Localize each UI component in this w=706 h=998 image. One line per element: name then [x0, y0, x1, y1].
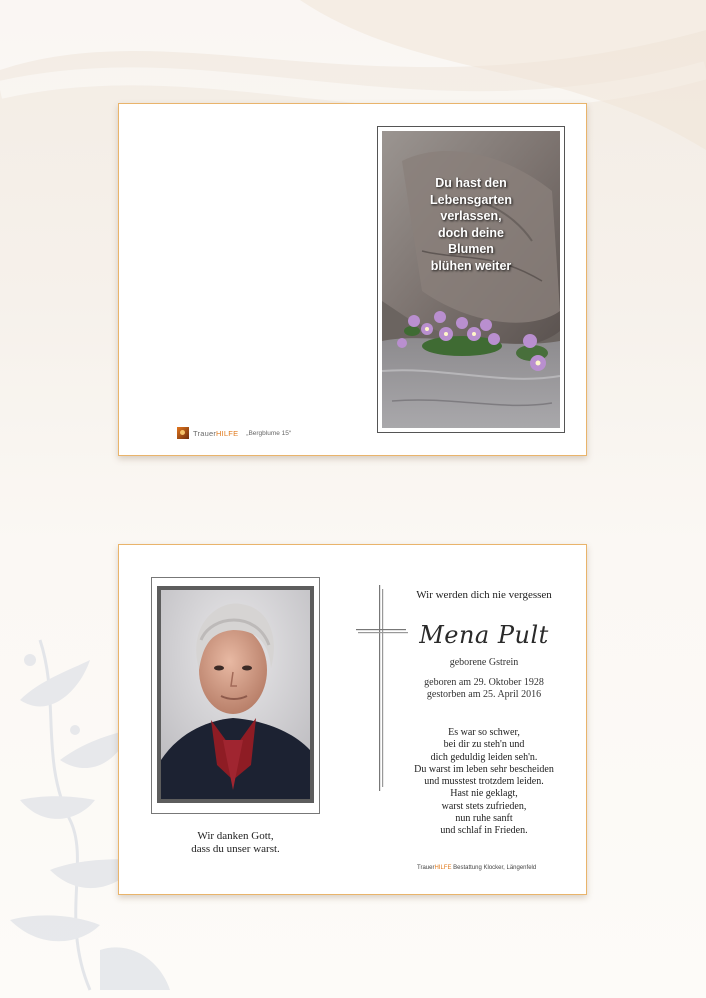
thanks-text: Wir danken Gott, dass du unser warst.	[191, 830, 280, 855]
front-card	[118, 103, 587, 456]
tagline: Wir werden dich nie vergessen	[416, 589, 552, 601]
inside-card	[118, 544, 587, 895]
brand-name: TrauerHILFE	[193, 428, 239, 438]
portrait-mat	[157, 586, 314, 803]
birth-date: geboren am 29. Oktober 1928	[424, 677, 544, 688]
cover-photo	[382, 131, 560, 428]
funeral-home-footer: TrauerHILFE Bestattung Klocker, Längenfeld	[417, 865, 537, 871]
cover-quote: Du hast den Lebensgarten verlassen, doch deine Blumen blühen weiter	[430, 176, 512, 273]
portrait-frame	[151, 577, 320, 814]
portrait-photo	[161, 590, 310, 799]
brand-row	[177, 425, 291, 441]
death-date: gestorben am 25. April 2016	[426, 689, 542, 700]
cover-photo-frame	[377, 126, 565, 433]
life-dates	[394, 677, 574, 701]
deceased-name: Mena Pult	[419, 621, 549, 649]
brand-logo-icon	[177, 427, 189, 439]
birth-name: geborene Gstrein	[449, 657, 519, 668]
product-name: „Bergblume 15“	[246, 429, 292, 437]
memorial-poem: Es war so schwer, bei dir zu steh'n und dich geduldig leiden seh'n. Du warst im leben sehr bescheiden und musstest trotzdem leiden. Hast nie geklagt, warst stets zufrieden, nun ruhe sanft und schlaf in Frieden.	[414, 727, 554, 837]
